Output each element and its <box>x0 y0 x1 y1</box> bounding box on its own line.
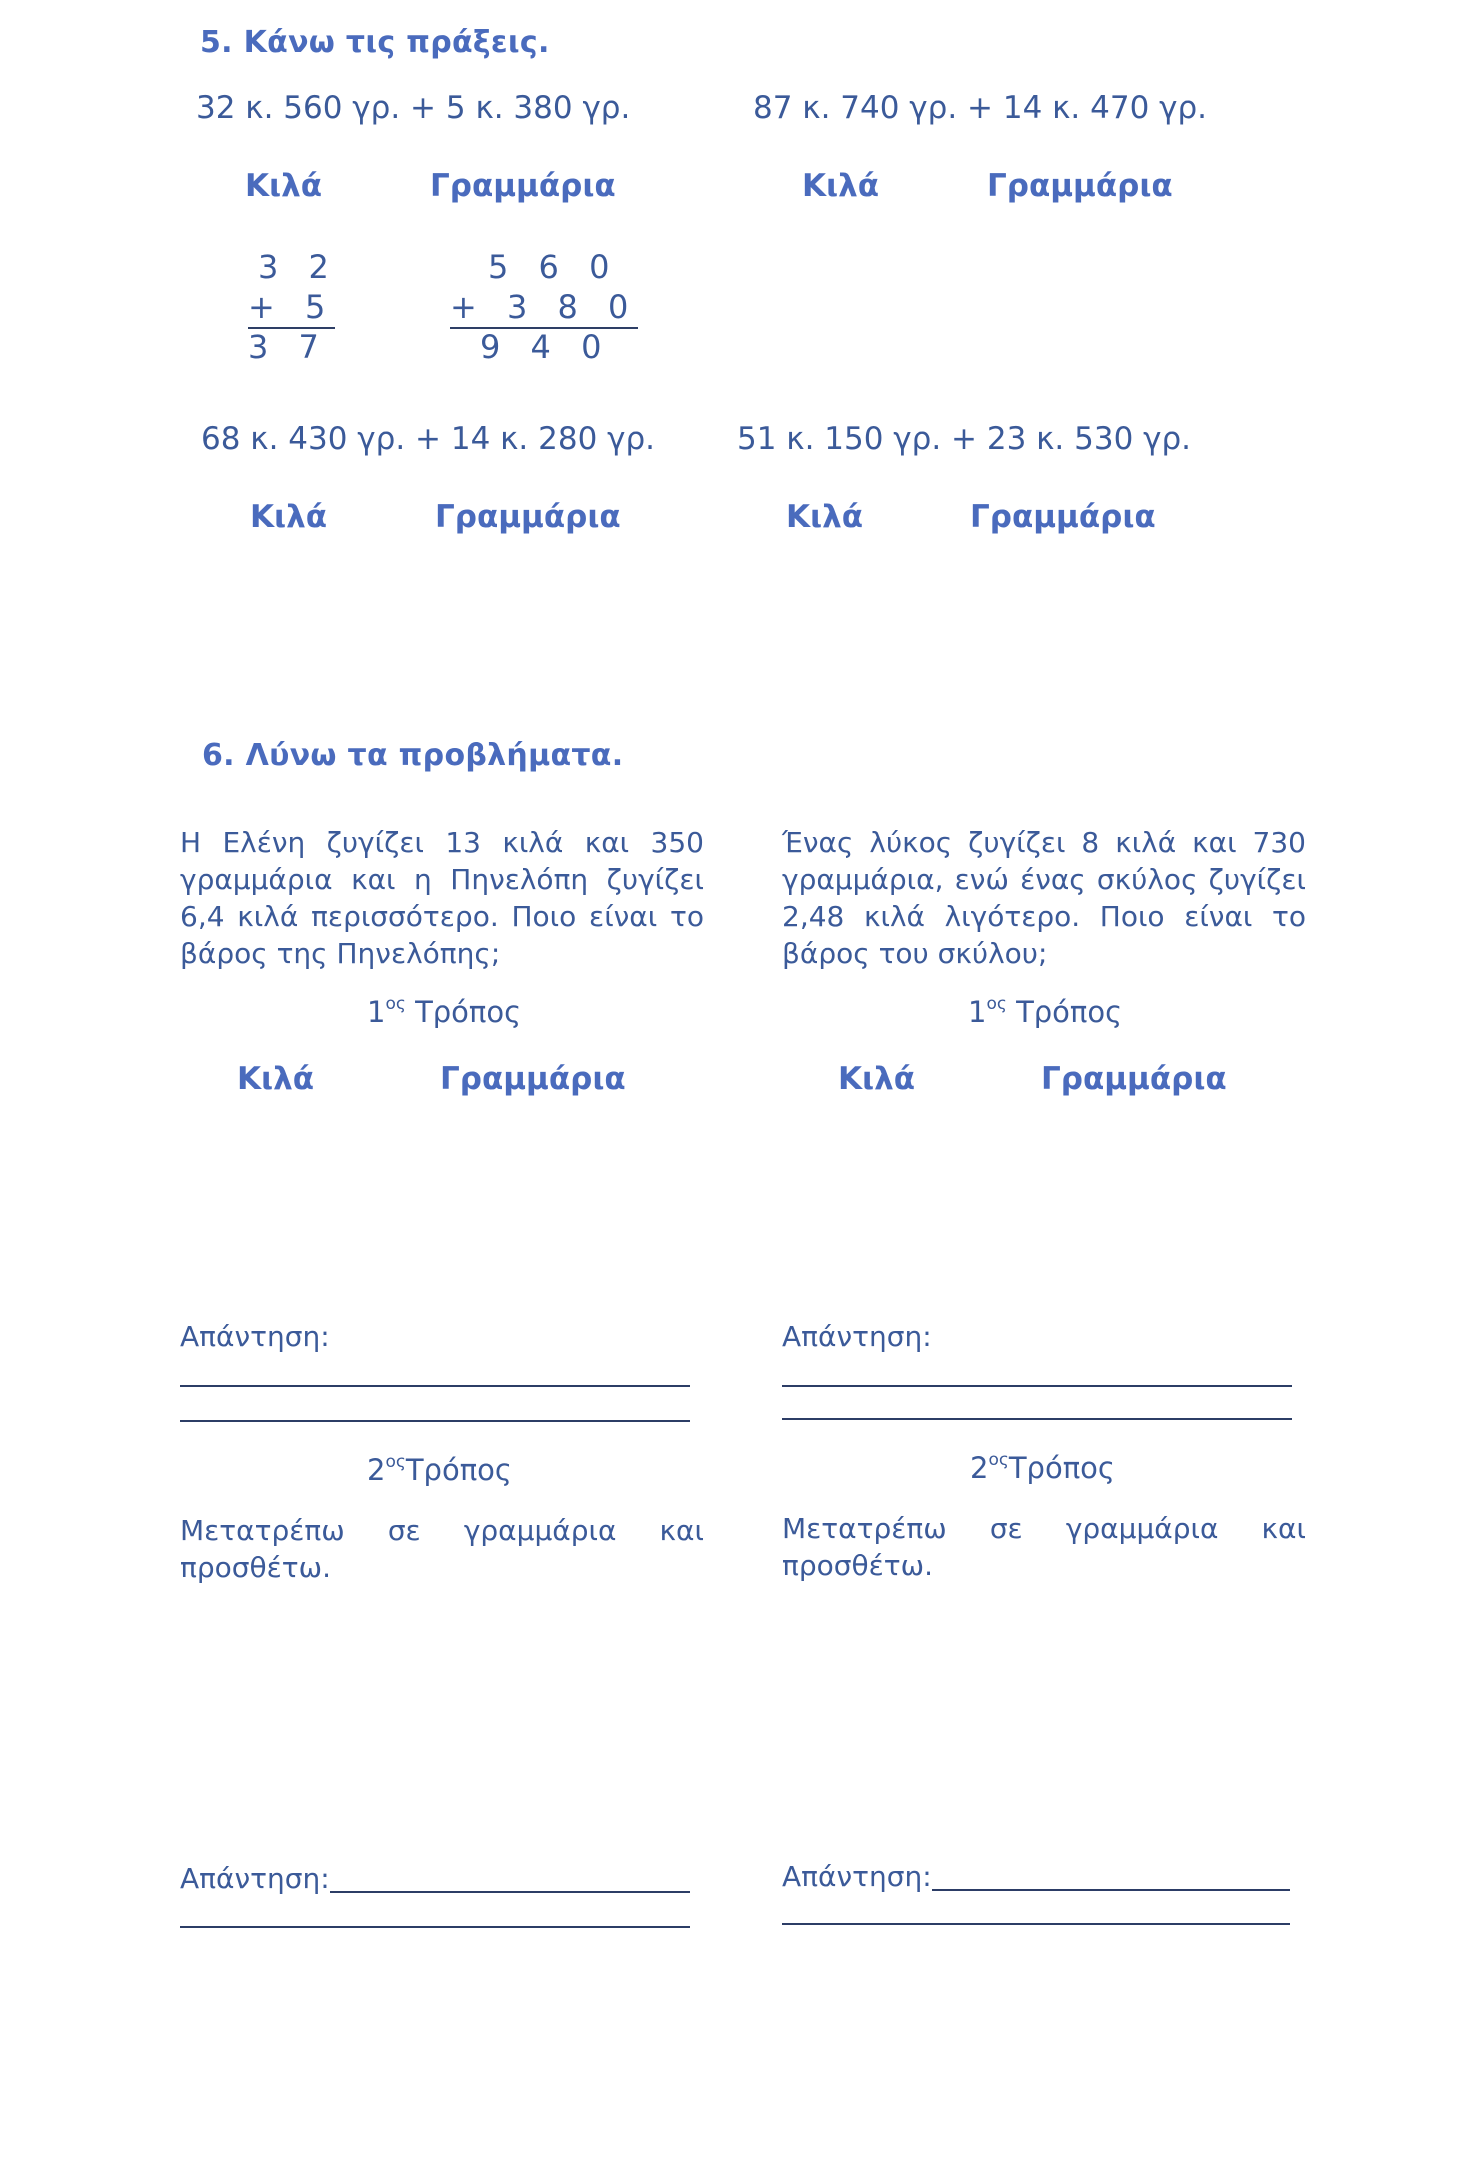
problem-6a-answer-label-2: Απάντηση: <box>180 1862 330 1895</box>
problem-6a-answer-line-1[interactable] <box>180 1385 690 1387</box>
problem-6a-grams-header: Γραμμάρια <box>440 1061 626 1097</box>
ordinal-suffix: ος <box>986 994 1007 1014</box>
worked-grams-add: + 3 8 0 <box>450 288 638 329</box>
problem-5b-kilos-header: Κιλά <box>802 168 880 204</box>
exercise-6-title: 6. Λύνω τα προβλήματα. <box>202 738 624 773</box>
method-label: Τρόπος <box>405 1453 512 1487</box>
worked-kilos-result: 3 7 <box>248 328 329 366</box>
method-label: Τρόπος <box>1016 995 1123 1029</box>
problem-6b-method1-heading <box>968 994 1122 1029</box>
problem-5b-expression: 87 κ. 740 γρ. + 14 κ. 470 γρ. <box>753 90 1208 126</box>
problem-6b-method2-heading <box>970 1450 1115 1485</box>
method-number: 2 <box>970 1451 989 1485</box>
ordinal-suffix: ος <box>385 994 406 1014</box>
worked-kilos-top: 3 2 <box>258 248 339 286</box>
method-label: Τρόπος <box>1008 1451 1115 1485</box>
problem-5d-kilos-header: Κιλά <box>786 499 864 535</box>
ordinal-suffix: ος <box>385 1452 406 1472</box>
problem-6a-method2-heading <box>367 1452 512 1487</box>
problem-6b-answer-line-2[interactable] <box>782 1418 1292 1420</box>
problem-5c-grams-header: Γραμμάρια <box>435 499 621 535</box>
problem-5b-work-area[interactable] <box>760 230 1240 390</box>
problem-5c-kilos-header: Κιλά <box>250 499 328 535</box>
problem-5c-work-area[interactable] <box>200 560 680 710</box>
problem-6a-text: Η Ελένη ζυγίζει 13 κιλά και 350 γραμμάρια και η Πηνελόπη ζυγίζει 6,4 κιλά περισσότερο. Ποιο είναι το βάρος της Πηνελόπης; <box>180 826 704 970</box>
problem-6b-answer-label-2: Απάντηση: <box>782 1860 932 1893</box>
problem-5a-kilos-header: Κιλά <box>245 168 323 204</box>
problem-5d-grams-header: Γραμμάρια <box>970 499 1156 535</box>
worked-grams-result: 9 4 0 <box>480 328 612 366</box>
problem-5a-expression: 32 κ. 560 γρ. + 5 κ. 380 γρ. <box>196 90 631 126</box>
problem-6b-text: Ένας λύκος ζυγίζει 8 κιλά και 730 γραμμάρια, ενώ ένας σκύλος ζυγίζει 2,48 κιλά λιγότερο. Ποιο είναι το βάρος του σκύλου; <box>782 826 1306 970</box>
problem-6b-method1-work-area[interactable] <box>782 1120 1302 1310</box>
problem-6a-answer-label: Απάντηση: <box>180 1320 330 1353</box>
problem-5b-grams-header: Γραμμάρια <box>987 168 1173 204</box>
problem-6a-method2-work-area[interactable] <box>180 1600 700 1850</box>
problem-6b-answer2-line-1[interactable] <box>932 1889 1290 1891</box>
problem-5d-expression: 51 κ. 150 γρ. + 23 κ. 530 γρ. <box>737 421 1192 457</box>
worked-grams-top: 5 6 0 <box>488 248 620 286</box>
problem-6a-answer2-line-1[interactable] <box>330 1891 690 1893</box>
problem-6a-method1-heading <box>367 994 521 1029</box>
method-label: Τρόπος <box>415 995 522 1029</box>
problem-6b-answer-label: Απάντηση: <box>782 1320 932 1353</box>
problem-5c-expression: 68 κ. 430 γρ. + 14 κ. 280 γρ. <box>201 421 656 457</box>
method-number: 1 <box>968 995 987 1029</box>
problem-5d-work-area[interactable] <box>740 560 1220 710</box>
exercise-5-title: 5. Κάνω τις πράξεις. <box>200 25 550 60</box>
problem-6b-kilos-header: Κιλά <box>838 1061 916 1097</box>
problem-6a-answer-line-2[interactable] <box>180 1420 690 1422</box>
worked-kilos-add: + 5 <box>248 288 335 329</box>
problem-6a-answer2-line-2[interactable] <box>180 1926 690 1928</box>
method-number: 2 <box>367 1453 386 1487</box>
ordinal-suffix: ος <box>988 1450 1009 1470</box>
problem-6b-grams-header: Γραμμάρια <box>1041 1061 1227 1097</box>
problem-6a-method2-instruction: Μετατρέπω σε γραμμάρια και προσθέτω. <box>180 1514 704 1584</box>
problem-6a-kilos-header: Κιλά <box>237 1061 315 1097</box>
problem-6b-method2-instruction: Μετατρέπω σε γραμμάρια και προσθέτω. <box>782 1512 1306 1582</box>
method-number: 1 <box>367 995 386 1029</box>
problem-6b-answer-line-1[interactable] <box>782 1385 1292 1387</box>
problem-6b-method2-work-area[interactable] <box>782 1600 1302 1850</box>
problem-5a-grams-header: Γραμμάρια <box>430 168 616 204</box>
problem-6a-method1-work-area[interactable] <box>180 1120 700 1310</box>
problem-6b-answer2-line-2[interactable] <box>782 1923 1290 1925</box>
